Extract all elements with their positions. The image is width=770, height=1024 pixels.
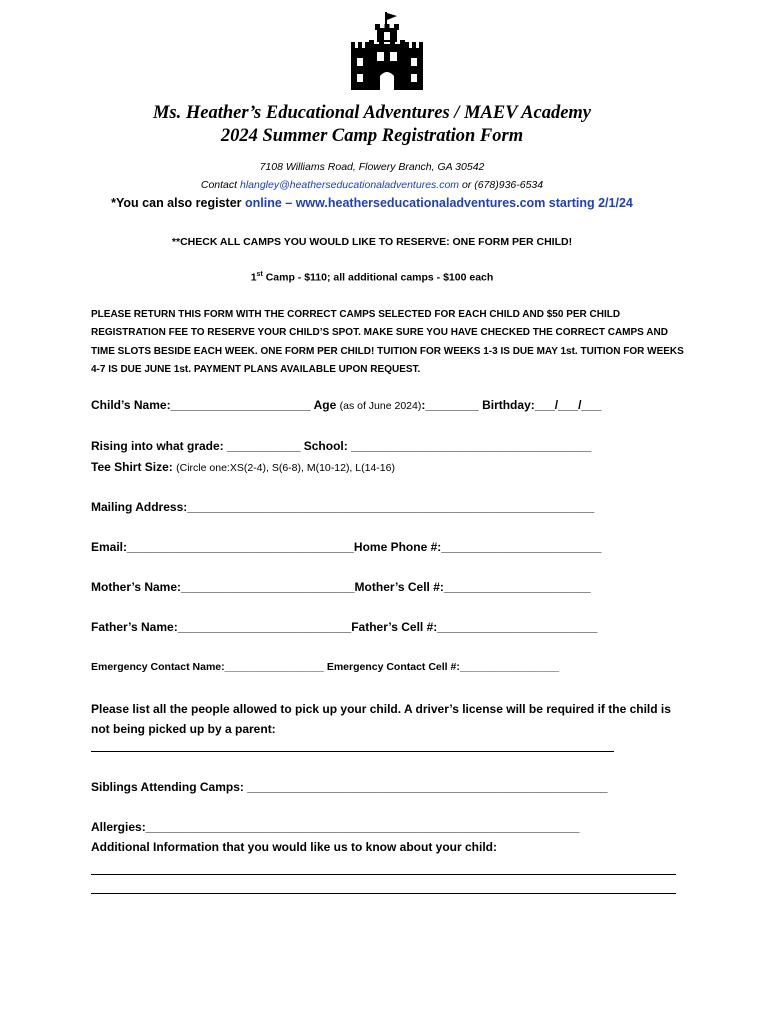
castle-logo-icon <box>351 12 423 90</box>
tee-shirt-size-field[interactable] <box>91 460 395 474</box>
contact-prefix: Contact <box>200 179 240 191</box>
father-name-cell-field[interactable]: Father’s Name:__________________________Father’s Cell #:________________________ <box>91 620 598 634</box>
register-prefix: *You can also register <box>111 196 245 210</box>
form-title-line1: Ms. Heather’s Educational Adventures / MAEV Academy <box>152 103 592 123</box>
child-name-label: Child’s Name:_____________________ Age <box>91 398 340 412</box>
additional-info-line-2[interactable] <box>91 893 676 894</box>
price-sup: st <box>256 271 263 278</box>
return-form-notice: PLEASE RETURN THIS FORM WITH THE CORRECT CAMPS SELECTED FOR EACH CHILD AND $50 PER CHILD REGISTRATION FEE TO RESERVE YOUR CHILD’S SPOT. MAKE SURE YOU HAVE CHECKED THE CORRECT CAMPS AND TIME SLOTS BESIDE EACH WEEK. ONE FORM PER CHILD! TUITION FOR WEEKS 1-3 IS DUE MAY 1st. TUITION FOR WEEKS 4-7 IS DUE JUNE 1st. PAYMENT PLANS AVAILABLE UPON REQUEST. <box>91 309 684 375</box>
online-register-line <box>0 196 744 210</box>
additional-info-line-1[interactable] <box>91 874 676 875</box>
mailing-address-field[interactable]: Mailing Address:_____________________________________________________________ <box>91 500 595 514</box>
price-text: Camp - $110; all additional camps - $100 each <box>262 271 494 284</box>
tee-options: (Circle one:XS(2-4), S(6-8), M(10-12), L(14-16) <box>176 462 395 474</box>
register-online-link[interactable]: online – www.heatherseducationaladventures.com starting 2/1/24 <box>245 196 633 210</box>
emergency-contact-field[interactable]: Emergency Contact Name:_________________ Emergency Contact Cell #:_________________ <box>91 661 560 673</box>
check-all-instruction: **CHECK ALL CAMPS YOU WOULD LIKE TO RESERVE: ONE FORM PER CHILD! <box>171 236 573 248</box>
age-note: (as of June 2024) <box>339 400 422 412</box>
email-home-phone-field[interactable]: Email:__________________________________Home Phone #:________________________ <box>91 540 602 554</box>
address-line: 7108 Williams Road, Flowery Branch, GA 30542 <box>259 161 485 173</box>
contact-line <box>0 179 744 191</box>
contact-email-link[interactable]: hlangley@heatherseducationaladventures.com <box>239 179 460 191</box>
pickup-instructions: Please list all the people allowed to pick up your child. A driver’s license will be required if the child is not being picked up by a parent: <box>91 702 671 736</box>
price-line <box>0 271 744 284</box>
tee-label: Tee Shirt Size: <box>91 460 177 474</box>
form-title-line2: 2024 Summer Camp Registration Form <box>220 126 524 146</box>
siblings-field[interactable]: Siblings Attending Camps: ______________________________________________________ <box>91 780 608 794</box>
additional-info-label: Additional Information that you would like us to know about your child: <box>91 840 497 854</box>
grade-school-field[interactable]: Rising into what grade: ___________ School: ____________________________________ <box>91 439 592 453</box>
child-name-age-birthday-field[interactable] <box>91 398 601 412</box>
price-num: 1 <box>250 271 257 284</box>
pickup-answer-line[interactable] <box>91 751 614 752</box>
allergies-field[interactable]: Allergies:_________________________________________________________________ <box>91 820 580 834</box>
birthday-label: :________ Birthday:___/___/___ <box>421 398 602 412</box>
contact-phone: or (678)936-6534 <box>459 179 544 191</box>
mother-name-cell-field[interactable]: Mother’s Name:__________________________Mother’s Cell #:______________________ <box>91 580 591 594</box>
